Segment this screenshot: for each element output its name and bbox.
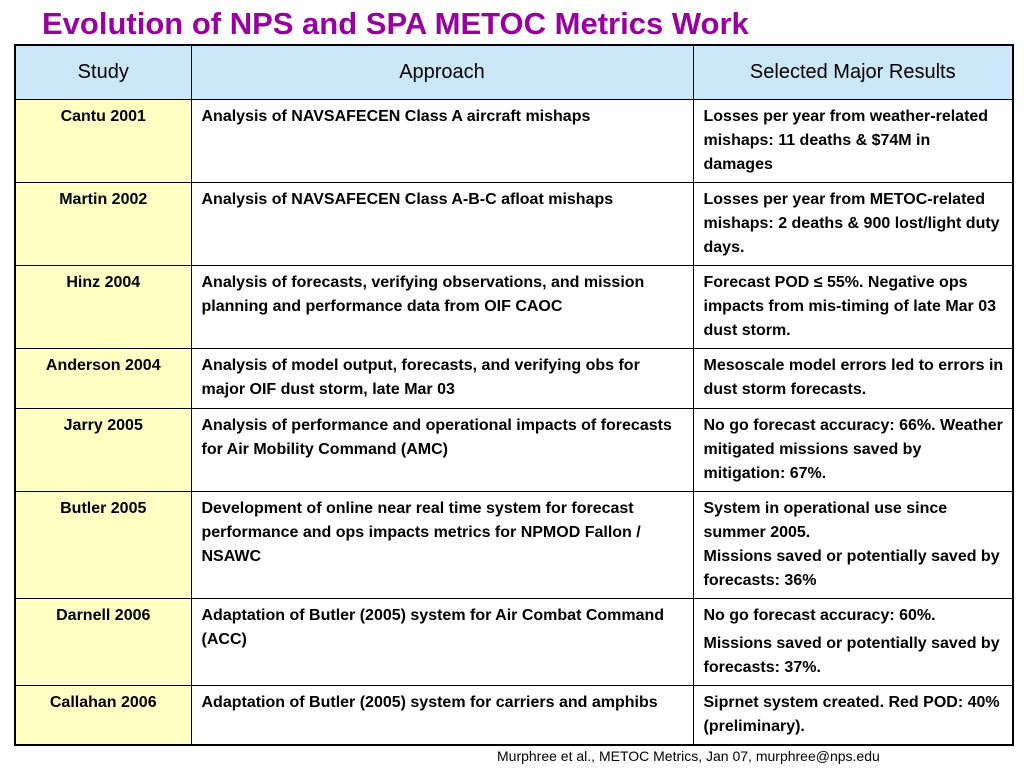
table-row bbox=[15, 491, 1013, 598]
result-text: Missions saved or potentially saved by forecasts: 36% bbox=[703, 547, 1000, 589]
table-row bbox=[15, 182, 1013, 265]
result-text: System in operational use since summer 2005. bbox=[703, 499, 948, 541]
result-text: Siprnet system created. Red POD: 40% (preliminary). bbox=[703, 693, 1000, 735]
table-row bbox=[15, 598, 1013, 685]
approach-cell: Analysis of performance and operational impacts of forecasts for Air Mobility Command (AMC) bbox=[191, 408, 693, 491]
results-cell bbox=[693, 265, 1013, 348]
study-cell: Jarry 2005 bbox=[15, 408, 191, 491]
approach-cell: Development of online near real time system for forecast performance and ops impacts metrics for NPMOD Fallon / NSAWC bbox=[191, 491, 693, 598]
table-row bbox=[15, 348, 1013, 408]
approach-cell: Analysis of NAVSAFECEN Class A aircraft mishaps bbox=[191, 99, 693, 182]
results-cell bbox=[693, 182, 1013, 265]
slide-title: Evolution of NPS and SPA METOC Metrics Work bbox=[42, 6, 749, 41]
results-cell bbox=[693, 408, 1013, 491]
results-cell bbox=[693, 598, 1013, 685]
metrics-table bbox=[14, 44, 1014, 746]
footer-citation: Murphree et al., METOC Metrics, Jan 07, murphree@nps.edu bbox=[497, 748, 880, 764]
table-row bbox=[15, 265, 1013, 348]
result-text: Missions saved or potentially saved by forecasts: 37%. bbox=[703, 634, 1000, 676]
header-approach: Approach bbox=[191, 45, 693, 99]
results-cell bbox=[693, 99, 1013, 182]
results-cell bbox=[693, 491, 1013, 598]
approach-cell: Analysis of model output, forecasts, and verifying obs for major OIF dust storm, late Mar 03 bbox=[191, 348, 693, 408]
result-text: Losses per year from METOC-related mishaps: 2 deaths & 900 lost/light duty days. bbox=[703, 190, 1000, 256]
study-cell: Anderson 2004 bbox=[15, 348, 191, 408]
study-cell: Hinz 2004 bbox=[15, 265, 191, 348]
result-text: No go forecast accuracy: 60%. bbox=[703, 606, 936, 624]
result-text: No go forecast accuracy: 66%. Weather mitigated missions saved by mitigation: 67%. bbox=[703, 416, 1003, 482]
approach-cell: Analysis of forecasts, verifying observations, and mission planning and performance data from OIF CAOC bbox=[191, 265, 693, 348]
approach-cell: Adaptation of Butler (2005) system for Air Combat Command (ACC) bbox=[191, 598, 693, 685]
study-cell: Butler 2005 bbox=[15, 491, 191, 598]
study-cell: Cantu 2001 bbox=[15, 99, 191, 182]
results-cell bbox=[693, 685, 1013, 745]
approach-cell: Analysis of NAVSAFECEN Class A-B-C afloat mishaps bbox=[191, 182, 693, 265]
study-cell: Darnell 2006 bbox=[15, 598, 191, 685]
table-row bbox=[15, 408, 1013, 491]
header-study: Study bbox=[15, 45, 191, 99]
approach-cell: Adaptation of Butler (2005) system for carriers and amphibs bbox=[191, 685, 693, 745]
study-cell: Callahan 2006 bbox=[15, 685, 191, 745]
result-text: Mesoscale model errors led to errors in dust storm forecasts. bbox=[703, 356, 1004, 398]
results-cell bbox=[693, 348, 1013, 408]
header-results: Selected Major Results bbox=[693, 45, 1013, 99]
study-cell: Martin 2002 bbox=[15, 182, 191, 265]
result-text: Forecast POD ≤ 55%. Negative ops impacts from mis-timing of late Mar 03 dust storm. bbox=[703, 273, 997, 339]
table-row bbox=[15, 99, 1013, 182]
table-row bbox=[15, 685, 1013, 745]
result-text: Losses per year from weather-related mishaps: 11 deaths & $74M in damages bbox=[703, 107, 989, 173]
header-row bbox=[15, 45, 1013, 99]
